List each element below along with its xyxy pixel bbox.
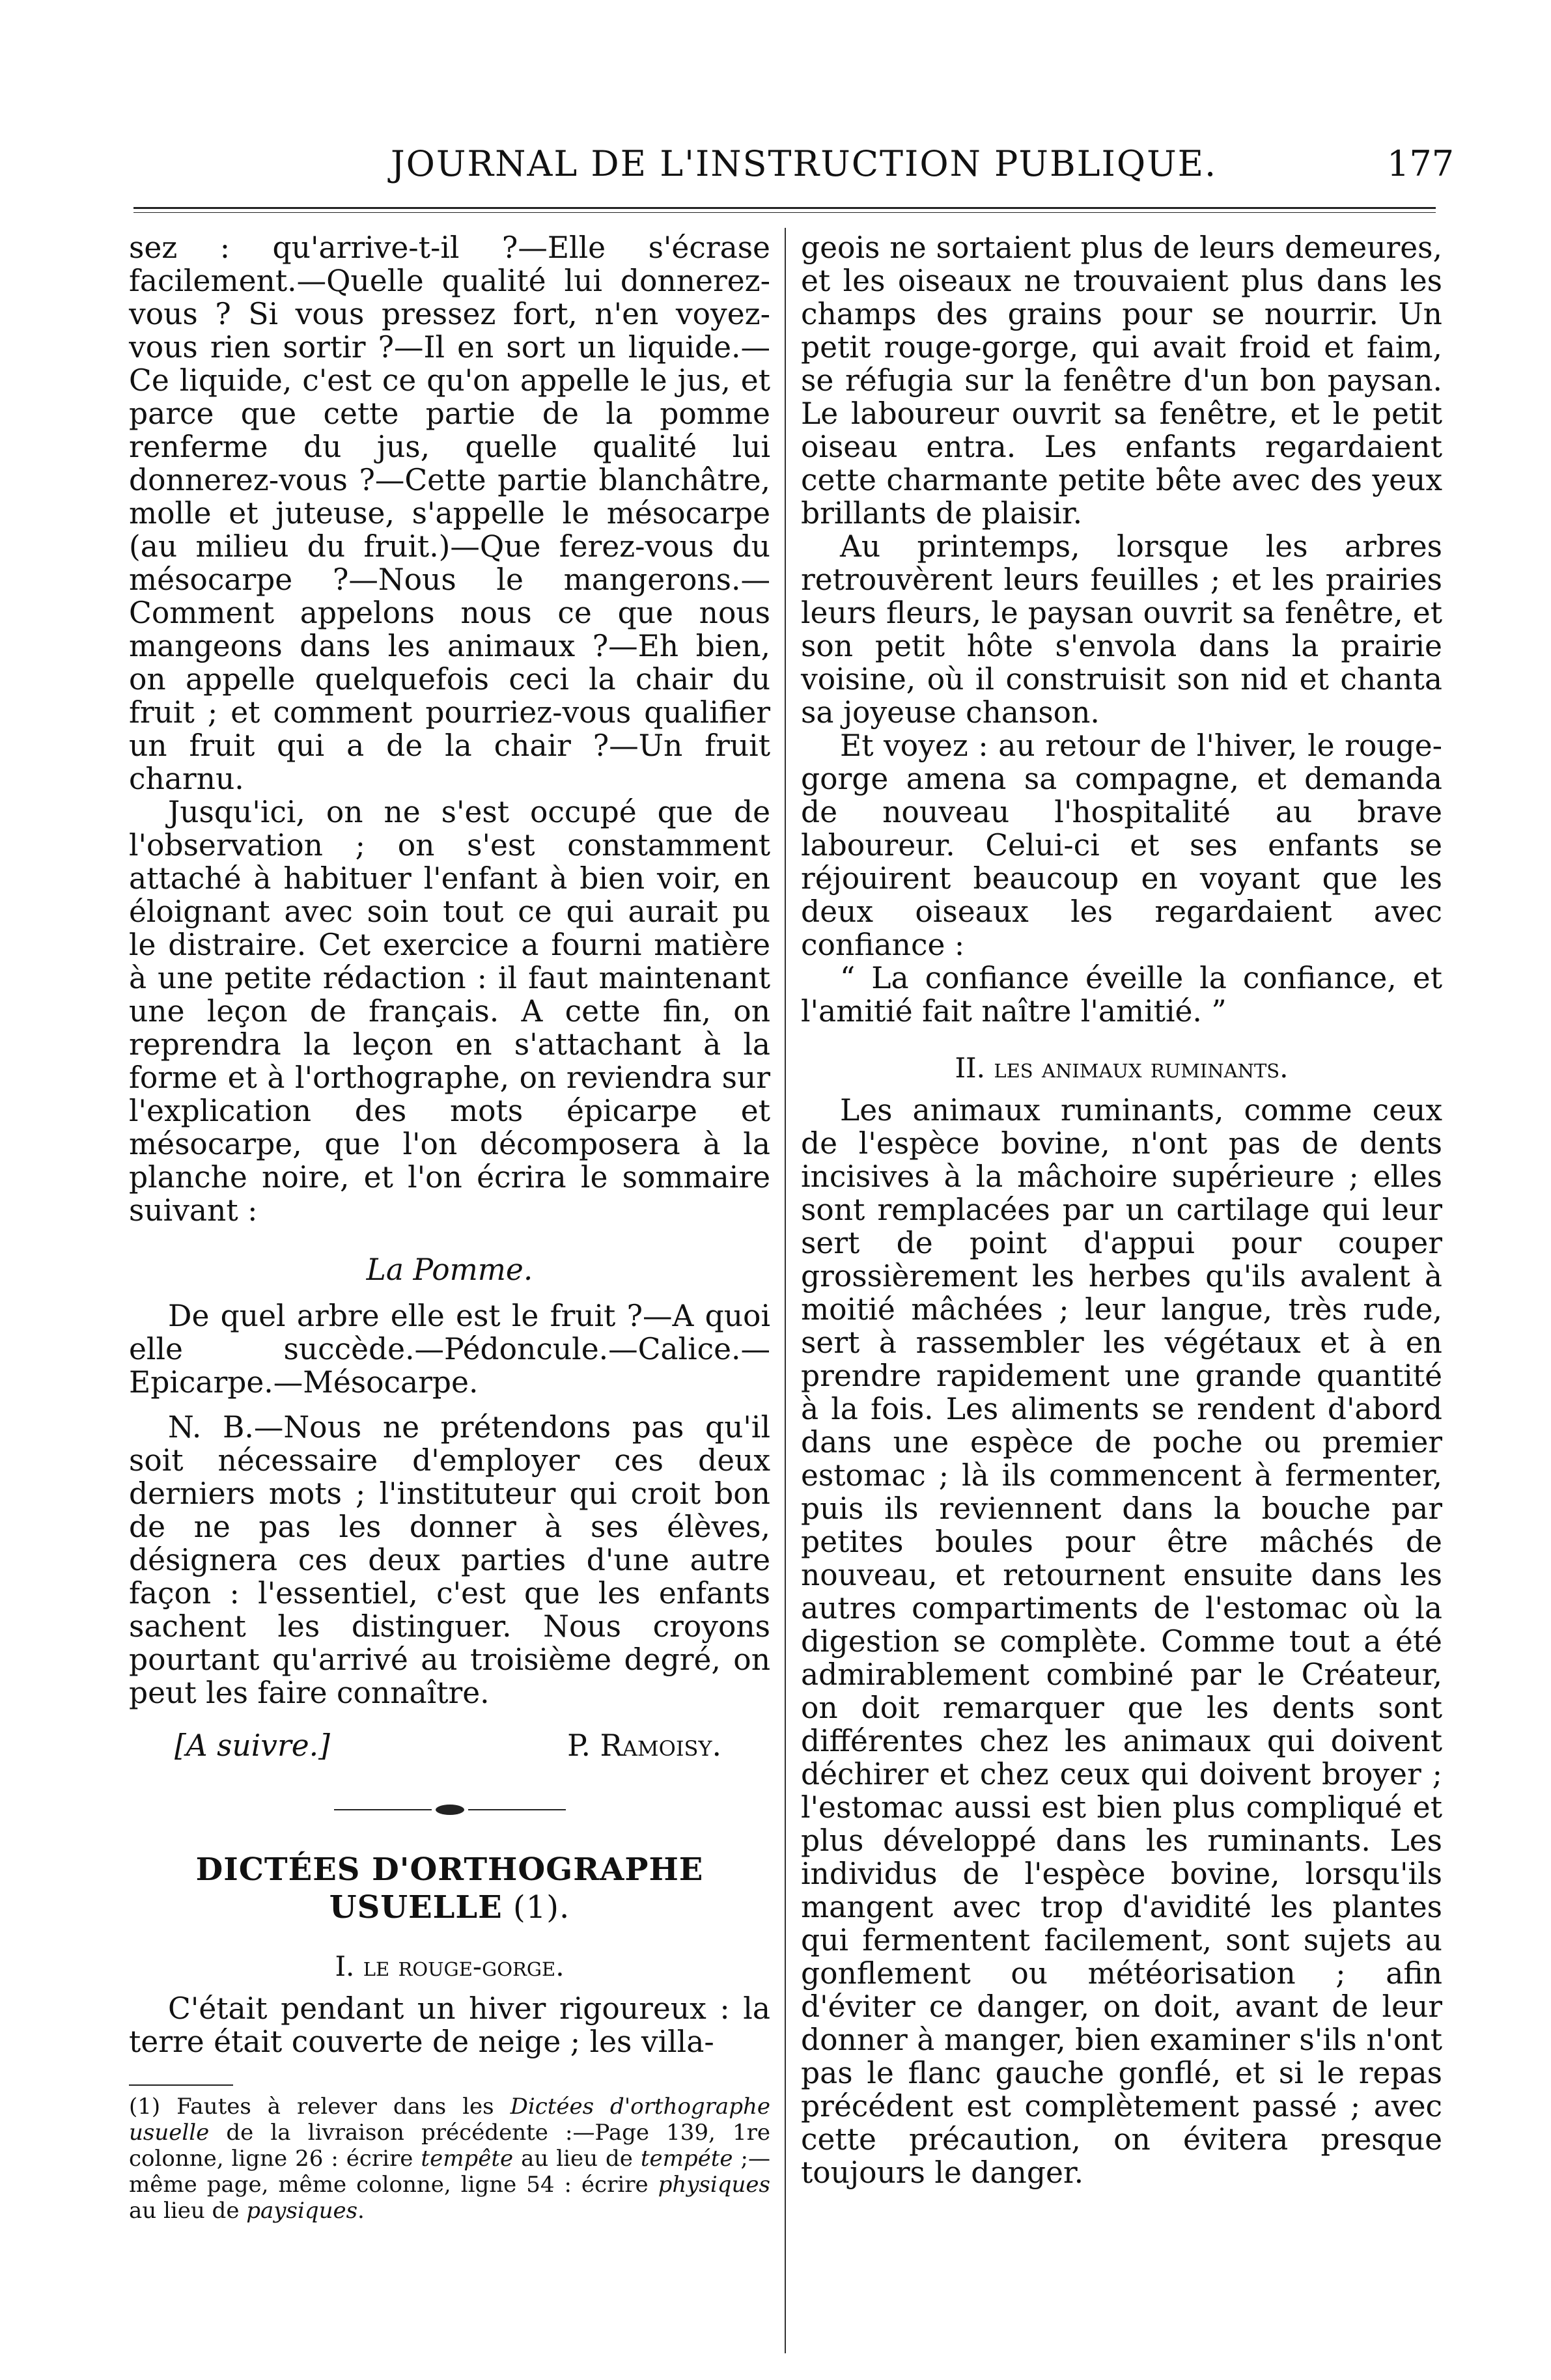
paragraph: geois ne sortaient plus de leurs demeures, et les oiseaux ne trouvaient plus dans les champs des grains pour se nourrir. Un petit rouge-gorge, qui avait froid et faim, se réfugia sur la fenêtre d'un bon paysan. Le laboureur ouvrit sa fenêtre, et le petit oiseau entra. Les enfants regardaient cette charmante petite bête avec des yeux brillants de plaisir. [801,230,1442,531]
footnote-rule [129,2084,233,2086]
ornament-line [468,1809,566,1810]
page-header [0,130,1551,202]
summary-text: De quel arbre elle est le fruit ?—A quoi elle succède.—Pédoncule.—Calice.—Epicarpe.—Mésocarpe. [129,1299,770,1400]
footnote-text: Fautes à relever dans les [160,2094,510,2120]
summary-title: La Pomme. [366,1252,533,1287]
signature-row [129,1729,770,1762]
section-heading-line1: DICTÉES D'ORTHOGRAPHE [195,1851,704,1888]
subheading-ruminants: II. les animaux ruminants. [955,1052,1289,1084]
ornament-line [334,1809,432,1810]
paragraph: Jusqu'ici, on ne s'est occupé que de l'observation ; on s'est constamment attaché à habituer l'enfant à bien voir, en éloignant avec soin tout ce qui aurait pu le distraire. Cet exercice a fourni matière à une petite rédaction : il faut maintenant une leçon de français. A cette fin, on reprendra la leçon en s'attachant à la forme et à l'orthographe, on reviendra sur l'explication des mots épicarpe et mésocarpe, que l'on décomposera à la planche noire, et l'on écrira le sommaire suivant : [129,795,770,1228]
author-signature: P. Ramoisy. [567,1728,721,1763]
footnote-marker: (1) [129,2094,161,2120]
to-follow-note: [A suivre.] [175,1728,330,1763]
footnote-text: au lieu de [513,2146,641,2172]
footnote [129,2094,770,2224]
paragraph: C'était pendant un hiver rigoureux : la terre était couverte de neige ; les villa- [129,1991,770,2059]
footnote-text: paysiques [246,2198,358,2224]
section-heading-line2: USUELLE [329,1889,503,1926]
column-divider [785,228,786,2353]
running-title: JOURNAL DE L'INSTRUCTION PUBLIQUE. [391,143,1218,184]
footnote-text: de la livraison précédente :—Page 139, 1re colonne, ligne 26 : écrire [129,2120,770,2172]
section-heading [129,1851,770,1926]
footnote-text: physiques [658,2172,770,2198]
footnote-text: ;—même page, même colonne, ligne 54 : écrire [129,2146,770,2198]
paragraph: Et voyez : au retour de l'hiver, le rouge-gorge amena sa compagne, et demanda de nouveau l'hospitalité au brave laboureur. Celui-ci et ses enfants se réjouirent beaucoup en voyant que les deux oiseaux les regardaient avec confiance : [801,728,1442,962]
paragraph: sez : qu'arrive-t-il ?—Elle s'écrase facilement.—Quelle qualité lui donnerez-vous ? Si vous pressez fort, n'en voyez-vous rien sortir ?—Il en sort un liquide.—Ce liquide, c'est ce qu'on appelle le jus, et parce que cette partie de la pomme renferme du jus, quelle qualité lui donnerez-vous ?—Cette partie blanchâtre, molle et juteuse, s'appelle le mésocarpe (au milieu du fruit.)—Que ferez-vous du mésocarpe ?—Nous le mangerons.—Comment appelons nous ce que nous mangeons dans les animaux ?—Eh bien, on appelle quelquefois ceci la chair du fruit ; et comment pourriez-vous qualifier un fruit qui a de la chair ?—Un fruit charnu. [129,230,770,796]
footnote-text: tempête [421,2146,514,2172]
page-number: 177 [1387,143,1455,184]
section-heading-note: (1). [502,1889,570,1926]
section-ornament [129,1792,770,1825]
ornament-mark [436,1805,464,1815]
paragraph: Au printemps, lorsque les arbres retrouvèrent leurs feuilles ; et les prairies leurs fleurs, le paysan ouvrit sa fenêtre, et son petit hôte s'envola dans la prairie voisine, où il construisit son nid et chanta sa joyeuse chanson. [801,529,1442,730]
header-rule [133,207,1436,213]
footnote-text: Dictées d'orthographe usuelle [129,2094,770,2146]
footnote-text: . [357,2198,365,2224]
footnote-text: tempéte [640,2146,733,2172]
left-column [129,231,770,2224]
footnote-text: au lieu de [129,2198,247,2224]
right-column [801,231,1442,2189]
quote: “ La confiance éveille la confiance, et l'amitié fait naître l'amitié. ” [801,961,1442,1029]
subheading-rouge-gorge: I. le rouge-gorge. [335,1950,565,1982]
nota-bene: N. B.—Nous ne prétendons pas qu'il soit nécessaire d'employer ces deux derniers mots ; l'instituteur qui croit bon de ne pas les donner à ses élèves, désignera ces deux parties d'une autre façon : l'essentiel, c'est que les enfants sachent les distinguer. Nous croyons pourtant qu'arrivé au troisième degré, on peut les faire connaître. [129,1410,770,1710]
paragraph: Les animaux ruminants, comme ceux de l'espèce bovine, n'ont pas de dents incisives à la mâchoire supérieure ; elles sont remplacées par un cartilage qui leur sert de point d'appui pour couper grossièrement les herbes qu'ils avalent à moitié mâchées ; leur langue, très rude, sert à rassembler les végétaux et à en prendre rapidement une grande quantité à la fois. Les aliments se rendent d'abord dans une espèce de poche ou premier estomac ; là ils commencent à fermenter, puis ils reviennent dans la bouche par petites boules pour être mâchés de nouveau, et retournent ensuite dans les autres compartiments de l'estomac où la digestion se complète. Comme tout a été admirablement combiné par le Créateur, on doit remarquer que les dents sont différentes chez les animaux qui doivent déchirer et chez ceux qui doivent broyer ; l'estomac aussi est bien plus compliqué et plus développé dans les ruminants. Les individus de l'espèce bovine, lorsqu'ils mangent avec trop d'avidité les plantes qui fermentent facilement, sont sujets au gonflement ou météorisation ; afin d'éviter ce danger, on doit, avant de leur donner à manger, bien examiner s'ils n'ont pas le flanc gauche gonflé, et si le repas précédent est complètement passé ; avec cette précaution, on évitera presque toujours le danger. [801,1093,1442,2190]
